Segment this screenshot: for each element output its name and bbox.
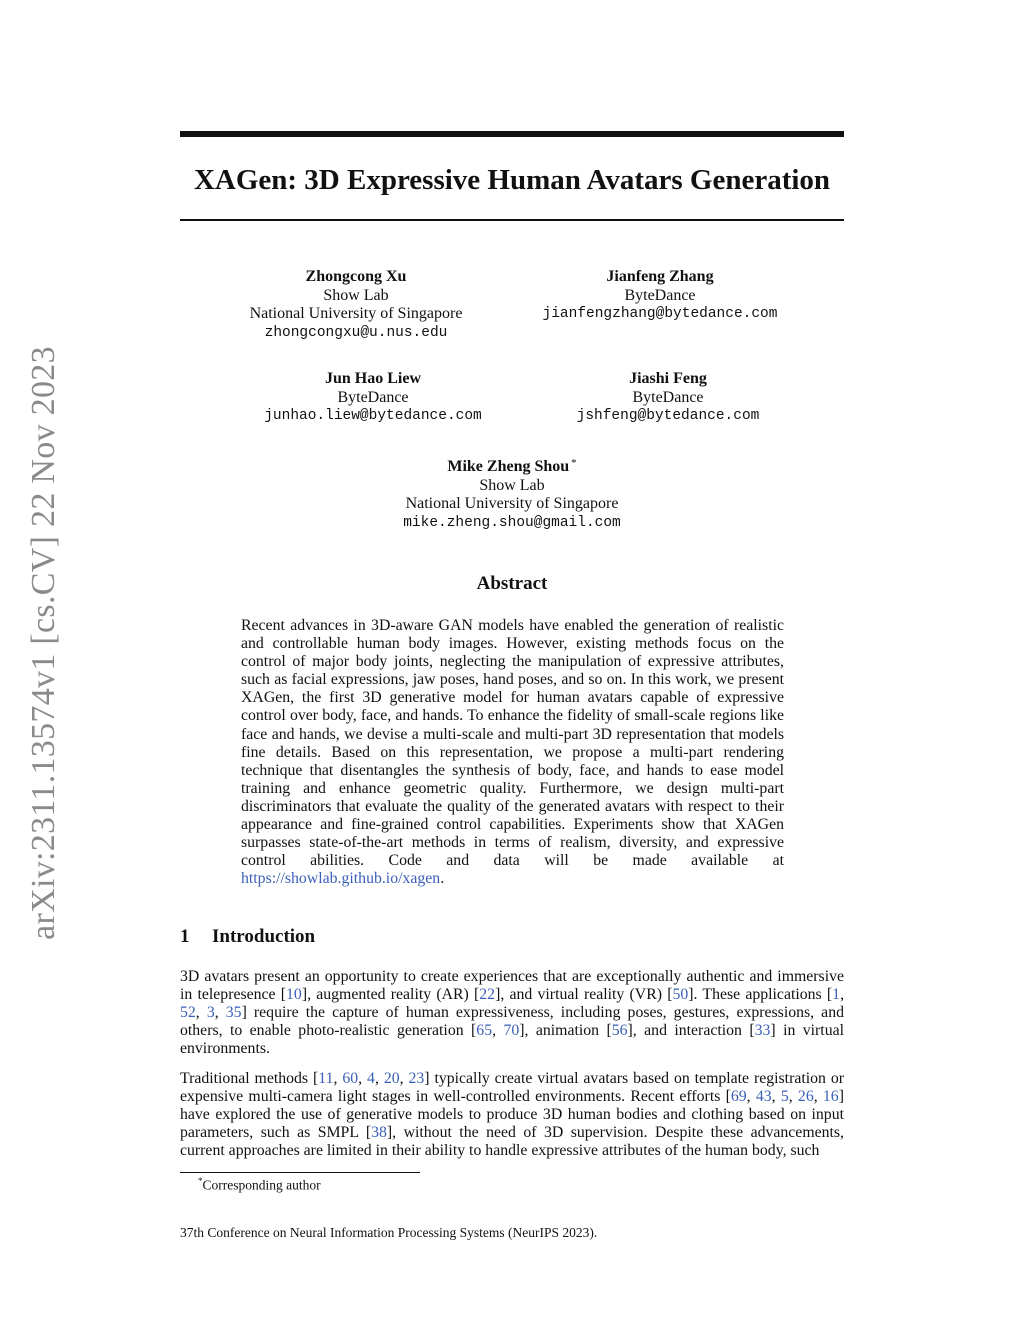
author-affiliation: ByteDance (632, 388, 704, 406)
paragraph-text: ], and interaction [ (627, 1022, 755, 1040)
citation-link[interactable]: 35 (225, 1004, 242, 1022)
citation-link[interactable]: 33 (754, 1022, 771, 1040)
paragraph-text: ], and virtual reality (VR) [ (495, 986, 673, 1004)
author-email[interactable]: jianfengzhang@bytedance.com (542, 306, 778, 322)
paragraph-text: , (214, 1004, 226, 1022)
author-name: Jun Hao Liew (324, 370, 421, 387)
paragraph-text: , (771, 1088, 781, 1106)
title-rule-bottom (180, 219, 844, 221)
citation-link[interactable]: 11 (318, 1070, 334, 1087)
author-name (382, 454, 642, 477)
citation-link[interactable]: 3 (206, 1004, 215, 1022)
citation-link[interactable]: 65 (476, 1022, 493, 1040)
abstract-body (241, 617, 784, 888)
arxiv-id: arXiv:2311.13574v1 [cs.CV] 22 Nov 2023 (25, 346, 62, 940)
section-heading (180, 926, 315, 948)
citation-link[interactable]: 69 (730, 1088, 747, 1106)
author-email[interactable]: jshfeng@bytedance.com (576, 408, 760, 424)
section-number: 1 (180, 926, 190, 947)
citation-link[interactable]: 52 (180, 1004, 196, 1022)
author-name: Jiashi Feng (629, 370, 707, 387)
author-affiliation: National University of Singapore (249, 305, 463, 322)
paragraph-text: , (788, 1088, 798, 1106)
paragraph-text: , (746, 1088, 756, 1106)
footnote-mark: * (198, 1176, 203, 1186)
paragraph-text: , (374, 1070, 384, 1087)
paragraph-text: , (813, 1088, 823, 1106)
citation-link[interactable]: 4 (367, 1070, 375, 1087)
project-link[interactable]: https://showlab.github.io/xagen (241, 870, 441, 888)
paragraph-text: Traditional methods [ (180, 1070, 319, 1087)
paragraph-text: , (333, 1070, 343, 1087)
citation-link[interactable]: 5 (780, 1088, 789, 1106)
citation-link[interactable]: 1 (832, 986, 841, 1004)
intro-paragraph (180, 968, 844, 1058)
abstract-heading: Abstract (476, 573, 548, 594)
paragraph-text: , (492, 1022, 504, 1040)
author-block (243, 370, 503, 426)
paragraph-text: ] have explored the use of generative models to produce 3D human bodies and clothing based on input parameters, such as SMPL [ (180, 1088, 844, 1142)
citation-link[interactable]: 23 (408, 1070, 425, 1087)
paragraph-text: ], animation [ (519, 1022, 612, 1040)
paragraph-text: ], augmented reality (AR) [ (301, 986, 480, 1004)
author-name: Jianfeng Zhang (606, 268, 714, 285)
citation-link[interactable]: 16 (822, 1088, 839, 1106)
citation-link[interactable]: 20 (383, 1070, 400, 1087)
citation-link[interactable]: 50 (672, 986, 689, 1004)
author-affiliation: ByteDance (337, 388, 409, 406)
footnote (198, 1176, 321, 1194)
intro-paragraph (180, 1070, 844, 1160)
paragraph-text: , (195, 1004, 207, 1022)
paper-title: XAGen: 3D Expressive Human Avatars Generation (193, 164, 831, 196)
paragraph-text: ] typically create virtual avatars based on template registration or expensive multi-camera light stages in well-controlled environments. Recent efforts [ (180, 1070, 844, 1106)
paragraph-text: ]. These applications [ (688, 986, 833, 1004)
title-rule-top (180, 131, 844, 137)
footnote-rule (180, 1172, 420, 1173)
author-block (530, 268, 790, 324)
author-affiliation: ByteDance (624, 286, 696, 304)
citation-link[interactable]: 56 (611, 1022, 628, 1040)
citation-link[interactable]: 38 (371, 1124, 387, 1142)
paragraph-text: ] in virtual environments. (180, 1022, 844, 1058)
abstract-end: . (440, 870, 445, 888)
author-affiliation: National University of Singapore (405, 495, 619, 512)
venue-note: 37th Conference on Neural Information Processing Systems (NeurIPS 2023). (180, 1225, 598, 1240)
abstract-text: Recent advances in 3D-aware GAN models have enabled the generation of realistic and controllable human body images. However, existing methods focus on the control of major body joints, neglecting the manipulation of expressive attributes, such as facial expressions, jaw poses, hand poses, and so on. In this work, we present XAGen, the first 3D generative model for human avatars capable of expressive control over body, face, and hands. To enhance the fidelity of small-scale regions like face and hands, we devise a multi-scale and multi-part 3D representation that models fine details. Based on this representation, we propose a multi-part rendering technique that disentangles the synthesis of body, face, and hands to ease model training and enhance geometric quality. Furthermore, we design multi-part discriminators that evaluate the quality of the generated avatars with respect to their appearance and fine-grained control capabilities. Experiments show that XAGen surpasses state-of-the-art methods in terms of realism, diversity, and expressive control abilities. Code and data will be made available at (241, 617, 784, 870)
author-name-text: Mike Zheng Shou (447, 458, 570, 475)
paragraph-text: , (358, 1070, 368, 1087)
footnote-text: Corresponding author (202, 1177, 321, 1193)
paragraph-text: , (840, 986, 845, 1004)
author-block (236, 268, 476, 342)
author-name: Zhongcong Xu (305, 268, 407, 285)
citation-link[interactable]: 60 (342, 1070, 359, 1087)
paragraph-text: , (399, 1070, 409, 1087)
paragraph-text: ], without the need of 3D supervision. Despite these advancements, current approaches are limited in their ability to handle expressive attributes of the human body, such (180, 1124, 845, 1160)
author-block (382, 454, 642, 532)
section-title: Introduction (212, 926, 316, 947)
author-email[interactable]: mike.zheng.shou@gmail.com (403, 514, 621, 531)
author-affiliation: Show Lab (479, 476, 545, 494)
author-block (548, 370, 788, 426)
author-affiliation: Show Lab (323, 286, 389, 304)
citation-link[interactable]: 22 (479, 986, 496, 1004)
citation-link[interactable]: 70 (503, 1022, 520, 1040)
paragraph-text: ] require the capture of human expressiveness, including poses, gestures, expressions, and others, to enable photo-realistic generation [ (180, 1004, 844, 1040)
paragraph-text: 3D avatars present an opportunity to create experiences that are exceptionally authentic and immersive in telepresence [ (180, 968, 844, 1004)
citation-link[interactable]: 10 (286, 986, 302, 1004)
author-email[interactable]: zhongcongxu@u.nus.edu (264, 324, 448, 341)
citation-link[interactable]: 26 (797, 1088, 814, 1106)
citation-link[interactable]: 43 (755, 1088, 772, 1106)
author-email[interactable]: junhao.liew@bytedance.com (264, 408, 482, 424)
author-mark: * (571, 457, 577, 469)
